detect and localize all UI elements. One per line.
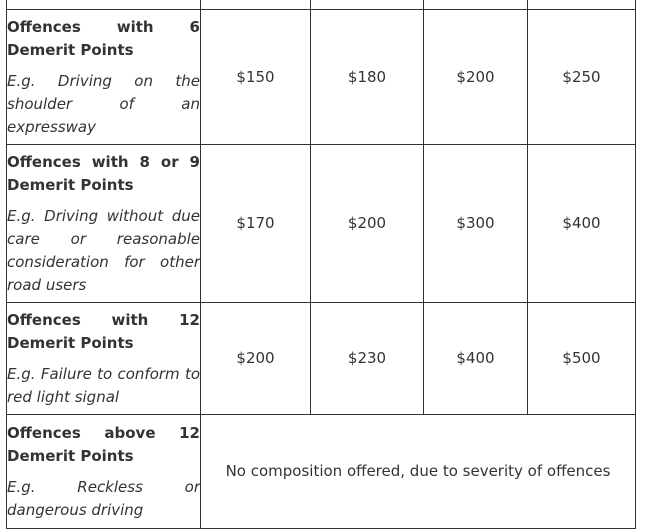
offence-heading: Offences with 8 or 9 Demerit Points	[7, 152, 200, 194]
offence-example: E.g. Driving without due care or reasonable consideration for other road users	[7, 206, 200, 294]
amount-cell: $180	[311, 10, 424, 145]
offence-heading: Offences with 6 Demerit Points	[7, 17, 200, 59]
offence-example: E.g. Failure to conform to red light signal	[7, 364, 200, 406]
table-cell	[424, 0, 528, 10]
no-composition-note: No composition offered, due to severity of offences	[201, 415, 636, 529]
table-cell	[311, 0, 424, 10]
amount-cell: $400	[528, 145, 636, 303]
table-row-partial-top	[7, 0, 636, 10]
table-row	[7, 415, 636, 529]
offence-heading: Offences with 12 Demerit Points	[7, 310, 200, 352]
amount-cell: $200	[311, 145, 424, 303]
offence-description-cell	[7, 10, 201, 145]
table-row	[7, 10, 636, 145]
amount-cell: $200	[424, 10, 528, 145]
amount-cell: $230	[311, 303, 424, 415]
amount-cell: $200	[201, 303, 311, 415]
amount-cell: $400	[424, 303, 528, 415]
table-cell	[7, 0, 201, 10]
table-cell	[201, 0, 311, 10]
offence-example: E.g. Driving on the shoulder of an expressway	[7, 71, 200, 136]
offence-heading: Offences above 12 Demerit Points	[7, 423, 200, 465]
table-row	[7, 145, 636, 303]
offence-description-cell	[7, 415, 201, 529]
table-row	[7, 303, 636, 415]
offence-description-cell	[7, 303, 201, 415]
amount-cell: $170	[201, 145, 311, 303]
amount-cell: $150	[201, 10, 311, 145]
offence-example: E.g. Reckless or dangerous driving	[7, 477, 200, 519]
composition-fines-table	[6, 0, 636, 529]
amount-cell: $300	[424, 145, 528, 303]
amount-cell: $250	[528, 10, 636, 145]
table-cell	[528, 0, 636, 10]
offence-description-cell	[7, 145, 201, 303]
amount-cell: $500	[528, 303, 636, 415]
